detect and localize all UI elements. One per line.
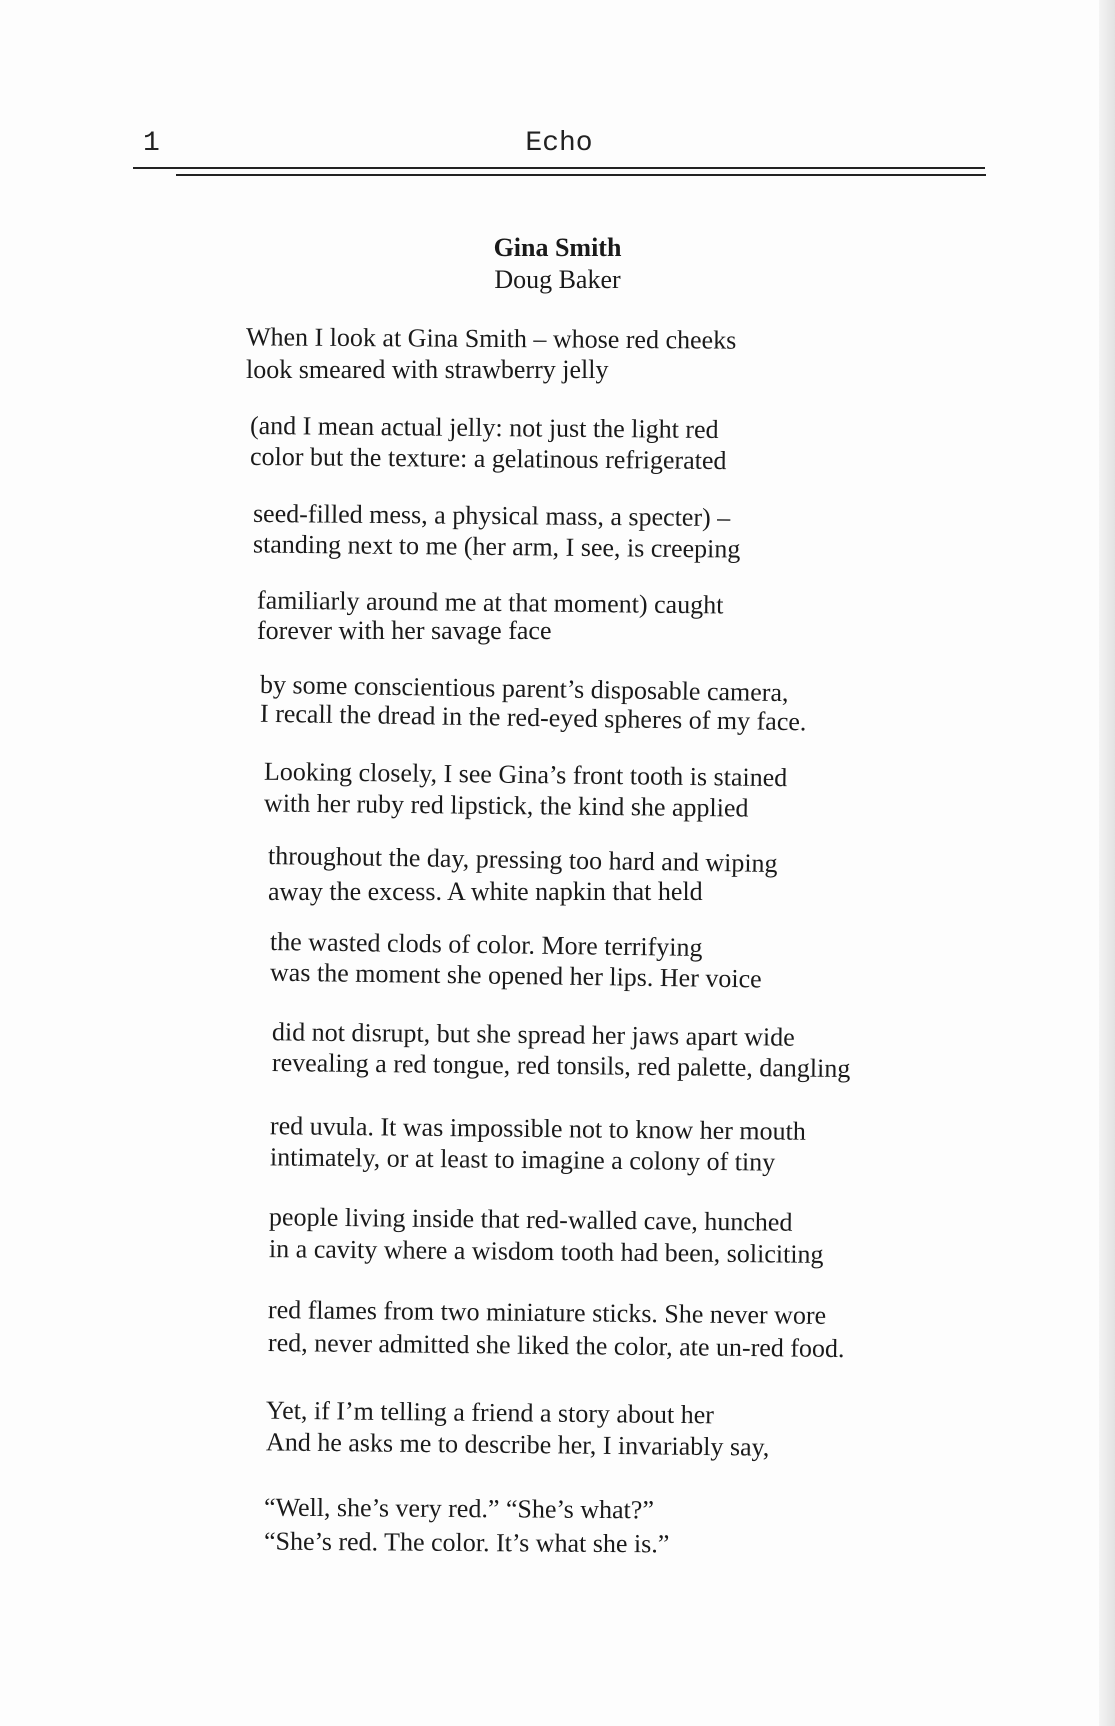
poem-line: intimately, or at least to imagine a colony of tiny (269, 1142, 776, 1177)
poem-line: revealing a red tongue, red tonsils, red palette, dangling (271, 1047, 851, 1084)
poem-line: I recall the dread in the red-eyed spheres of my face. (259, 698, 807, 737)
poem-line: people living inside that red-walled cave, hunched (268, 1202, 793, 1237)
poem-line: did not disrupt, but she spread her jaws apart wide (271, 1017, 795, 1052)
poem-line: red uvula. It was impossible not to know her mouth (269, 1111, 806, 1146)
poem-line: with her ruby red lipstick, the kind she applied (263, 788, 749, 823)
poem-line: Yet, if I’m telling a friend a story about her (265, 1395, 715, 1430)
poem-line: look smeared with strawberry jelly (246, 355, 609, 384)
poem-line: familiarly around me at that moment) caught (256, 585, 724, 620)
poem-line: away the excess. A white napkin that held (268, 877, 703, 906)
poem-author: Doug Baker (494, 265, 621, 294)
poem-line: red, never admitted she liked the color, ate un-red food. (267, 1327, 845, 1364)
poem-line: standing next to me (her arm, I see, is creeping (252, 529, 741, 564)
poem-line: “Well, she’s very red.” “She’s what?” (263, 1492, 655, 1525)
poem-line: throughout the day, pressing too hard and wiping (267, 840, 778, 879)
poem-line: (and I mean actual jelly: not just the light red (249, 410, 719, 445)
poem-line: forever with her savage face (257, 616, 552, 645)
poem-line: And he asks me to describe her, I invariably say, (265, 1427, 770, 1462)
poem-line: red flames from two miniature sticks. She never wore (267, 1295, 827, 1330)
poem-line: Looking closely, I see Gina’s front tooth is stained (263, 756, 788, 793)
poem-line: “She’s red. The color. It’s what she is.” (263, 1526, 670, 1559)
poem-line: seed-filled mess, a physical mass, a specter) – (252, 498, 731, 533)
page-number: 1 (143, 128, 160, 159)
poem-line: was the moment she opened her lips. Her voice (269, 957, 762, 994)
poem-title: Gina Smith (493, 233, 622, 262)
poem-line: by some conscientious parent’s disposable camera, (259, 669, 789, 708)
poem-line: in a cavity where a wisdom tooth had been, soliciting (268, 1234, 824, 1269)
poem-line: the wasted clods of color. More terrifying (269, 926, 703, 963)
running-title: Echo (525, 128, 593, 159)
poem-line: When I look at Gina Smith – whose red cheeks (245, 322, 737, 355)
poem-line: color but the texture: a gelatinous refrigerated (249, 441, 727, 476)
